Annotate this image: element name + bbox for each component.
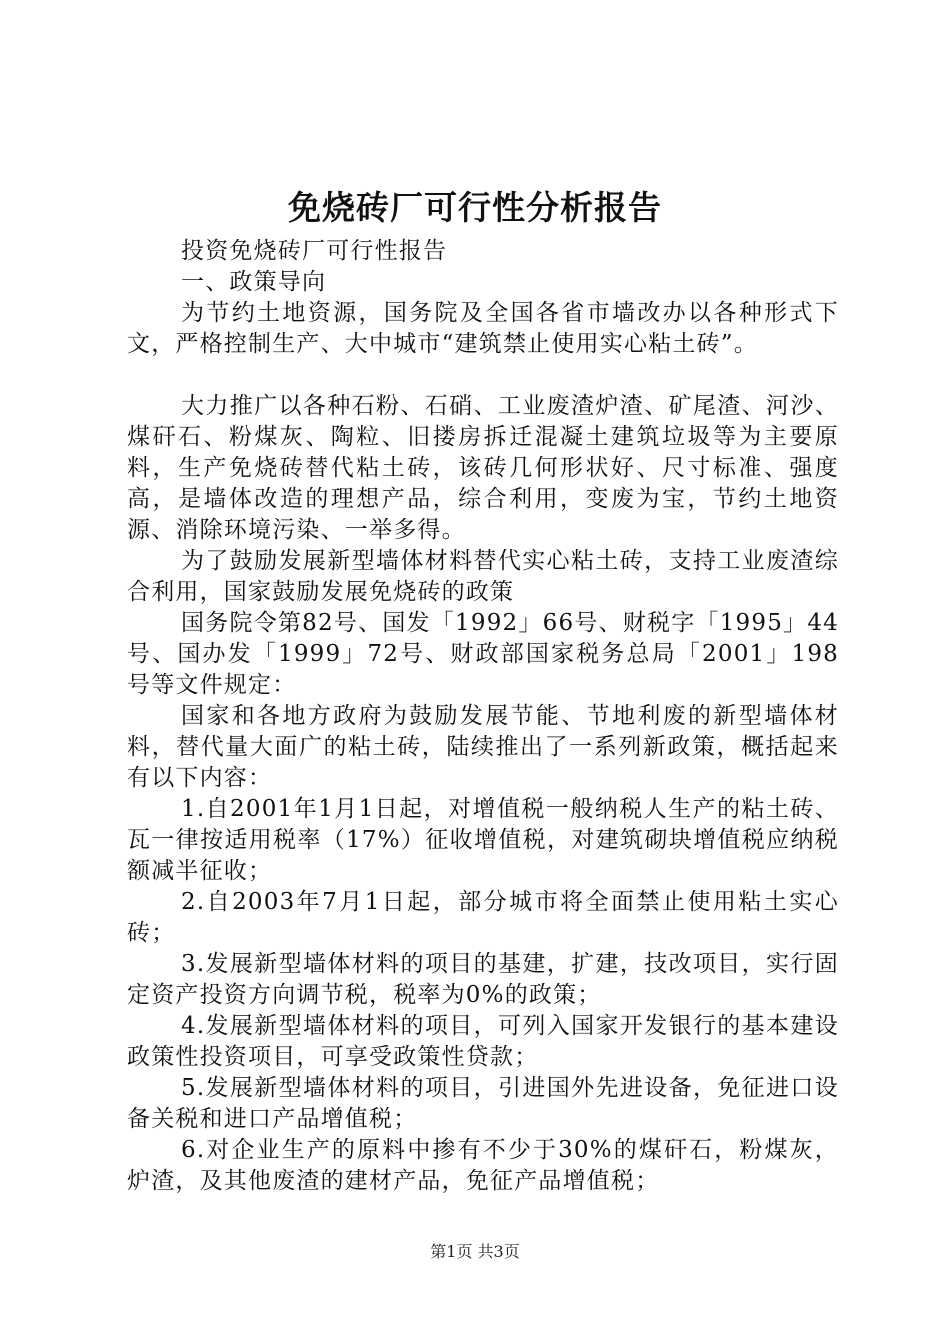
paragraph-section-heading: 一、政策导向 (181, 269, 327, 295)
paragraph: 为了鼓励发展新型墙体材料替代实心粘土砖，支持工业废渣综合利用，国家鼓励发展免烧砖的政策 (127, 548, 839, 605)
list-item: 3.发展新型墙体材料的项目的基建，扩建，技改项目，实行固定资产投资方向调节税，税率为0%的政策； (127, 951, 839, 1008)
document-title: 免烧砖厂可行性分析报告 (288, 188, 662, 227)
list-item: 6.对企业生产的原料中掺有不少于30%的煤矸石，粉煤灰，炉渣，及其他废渣的建材产品，免征产品增值税； (127, 1137, 839, 1194)
paragraph: 大力推广以各种石粉、石硝、工业废渣炉渣、矿尾渣、河沙、煤矸石、粉煤灰、陶粒、旧搂房拆迁混凝土建筑垃圾等为主要原料，生产免烧砖替代粘土砖，该砖几何形状好、尺寸标准、强度高，是墙体改造的理想产品，综合利用，变废为宝，节约土地资源、消除环境污染、一举多得。 (127, 393, 839, 543)
page-number: 第1页 共3页 (430, 1242, 520, 1261)
paragraph: 国家和各地方政府为鼓励发展节能、节地利废的新型墙体材料，替代量大面广的粘土砖，陆续推出了一系列新政策，概括起来有以下内容： (127, 703, 839, 791)
document-body (127, 236, 839, 1197)
paragraph: 为节约土地资源，国务院及全国各省市墙改办以各种形式下文，严格控制生产、大中城市“建筑禁止使用实心粘土砖”。 (127, 300, 839, 357)
paragraph-subtitle: 投资免烧砖厂可行性报告 (181, 238, 448, 264)
paragraph: 国务院令第82号、国发「1992」66号、财税字「1995」44号、国办发「1999」72号、财政部国家税务总局「2001」198号等文件规定： (127, 610, 839, 698)
paragraph-spacer (127, 360, 839, 391)
list-item: 1.自2001年1月1日起，对增值税一般纳税人生产的粘土砖、瓦一律按适用税率（17%）征收增值税，对建筑砌块增值税应纳税额减半征收； (127, 796, 839, 884)
list-item: 2.自2003年7月1日起，部分城市将全面禁止使用粘土实心砖； (127, 889, 839, 946)
list-item: 5.发展新型墙体材料的项目，引进国外先进设备，免征进口设备关税和进口产品增值税； (127, 1075, 839, 1132)
list-item: 4.发展新型墙体材料的项目，可列入国家开发银行的基本建设政策性投资项目，可享受政策性贷款； (127, 1013, 839, 1070)
